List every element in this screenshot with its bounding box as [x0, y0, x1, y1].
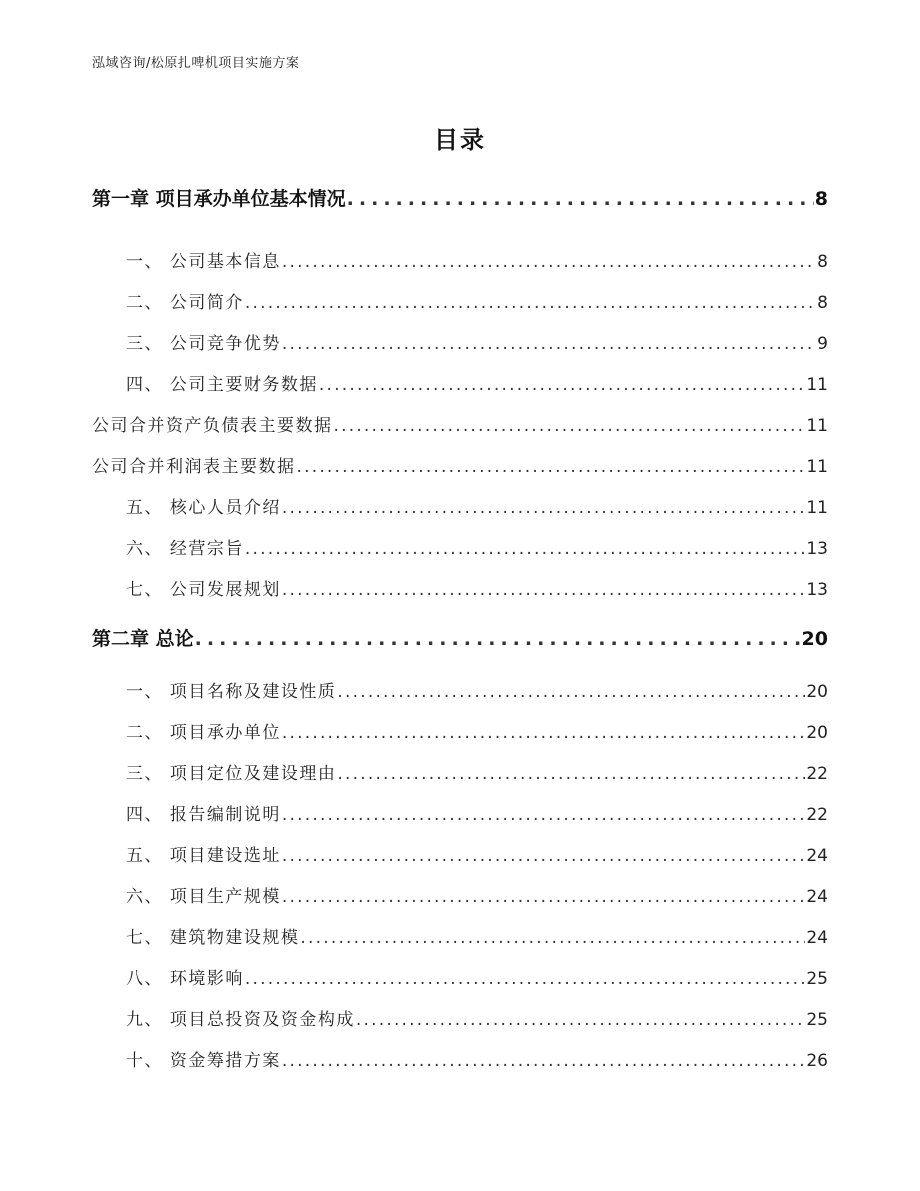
toc-entry-page: 22: [806, 764, 828, 784]
toc-entry-page: 8: [817, 293, 828, 313]
toc-entry-page: 11: [806, 416, 828, 436]
toc-entry[interactable]: [92, 329, 828, 354]
toc-entry-page: 11: [806, 375, 828, 395]
toc-entry-label: 二、 公司简介: [126, 293, 244, 313]
toc-entry-label: 十、 资金筹措方案: [126, 1051, 281, 1071]
toc-entry-page: 24: [806, 887, 828, 907]
dot-leader: [356, 1010, 805, 1030]
toc-entry[interactable]: [92, 800, 828, 825]
toc-entry-page: 25: [806, 1010, 828, 1030]
dot-leader: [245, 969, 805, 989]
dot-leader: [282, 498, 805, 518]
toc-entry-label: 第一章 项目承办单位基本情况: [92, 188, 346, 210]
dot-leader: [282, 1051, 805, 1071]
toc-entry[interactable]: [92, 677, 828, 702]
dot-leader: [282, 334, 816, 354]
toc-entry-page: 8: [817, 252, 828, 272]
toc-entry-label: 九、 项目总投资及资金构成: [126, 1010, 355, 1030]
toc-entry-label: 五、 核心人员介绍: [126, 498, 281, 518]
toc-entry-page: 20: [806, 723, 828, 743]
toc-entry-label: 三、 公司竞争优势: [126, 334, 281, 354]
toc-entry[interactable]: [92, 923, 828, 948]
toc-entry[interactable]: [92, 411, 828, 436]
toc-entry[interactable]: [92, 759, 828, 784]
toc-entry-page: 9: [817, 334, 828, 354]
toc-entry-page: 13: [806, 580, 828, 600]
toc-entry[interactable]: [92, 247, 828, 272]
toc-title: 目录: [434, 126, 486, 154]
toc-entry-page: 20: [806, 682, 828, 702]
toc-entry[interactable]: [92, 370, 828, 395]
toc-entry[interactable]: [92, 1005, 828, 1030]
toc-entry[interactable]: [92, 493, 828, 518]
toc-entry[interactable]: [92, 575, 828, 600]
dot-leader: [347, 188, 814, 210]
toc-entry[interactable]: [92, 1046, 828, 1071]
dot-leader: [334, 416, 806, 436]
dot-leader: [245, 293, 816, 313]
toc-entry-label: 四、 公司主要财务数据: [126, 375, 318, 395]
toc-entry[interactable]: [92, 184, 828, 211]
toc-entry-label: 一、 项目名称及建设性质: [126, 682, 337, 702]
toc-entry[interactable]: [92, 964, 828, 989]
toc-entry[interactable]: [92, 452, 828, 477]
toc-entry-label: 四、 报告编制说明: [126, 805, 281, 825]
toc-entry-page: 11: [806, 498, 828, 518]
toc-entry-page: 22: [806, 805, 828, 825]
toc-entry-label: 六、 项目生产规模: [126, 887, 281, 907]
dot-leader: [282, 887, 805, 907]
toc-entry-label: 七、 公司发展规划: [126, 580, 281, 600]
dot-leader: [282, 723, 805, 743]
toc-entry[interactable]: [92, 882, 828, 907]
dot-leader: [337, 764, 805, 784]
toc-entry[interactable]: [92, 624, 828, 651]
toc-entry[interactable]: [92, 718, 828, 743]
toc-entry[interactable]: [92, 841, 828, 866]
toc-entry-page: 8: [814, 188, 828, 210]
toc-entry-label: 三、 项目定位及建设理由: [126, 764, 337, 784]
toc-entry[interactable]: [92, 288, 828, 313]
toc-entry-label: 二、 项目承办单位: [126, 723, 281, 743]
toc-entry[interactable]: [92, 534, 828, 559]
toc-entry-page: 24: [806, 928, 828, 948]
toc-entry-label: 第二章 总论: [92, 628, 194, 650]
toc-entry-label: 公司合并利润表主要数据: [92, 457, 296, 477]
toc-entry-label: 六、 经营宗旨: [126, 539, 244, 559]
dot-leader: [245, 539, 805, 559]
dot-leader: [282, 580, 805, 600]
dot-leader: [282, 846, 805, 866]
toc-entry-label: 五、 项目建设选址: [126, 846, 281, 866]
toc-entry-page: 25: [806, 969, 828, 989]
dot-leader: [300, 928, 805, 948]
toc-entry-label: 八、 环境影响: [126, 969, 244, 989]
dot-leader: [297, 457, 806, 477]
toc-entry-page: 24: [806, 846, 828, 866]
toc-entry-label: 七、 建筑物建设规模: [126, 928, 300, 948]
toc-entry-label: 公司合并资产负债表主要数据: [92, 416, 333, 436]
toc-entry-page: 11: [806, 457, 828, 477]
dot-leader: [337, 682, 805, 702]
dot-leader: [195, 628, 801, 650]
dot-leader: [282, 252, 816, 272]
toc-entry-label: 一、 公司基本信息: [126, 252, 281, 272]
toc-entry-page: 20: [801, 628, 828, 650]
toc-entry-page: 26: [806, 1051, 828, 1071]
dot-leader: [282, 805, 805, 825]
toc-entry-page: 13: [806, 539, 828, 559]
dot-leader: [319, 375, 805, 395]
running-header: 泓域咨询/松原扎啤机项目实施方案: [92, 56, 300, 71]
